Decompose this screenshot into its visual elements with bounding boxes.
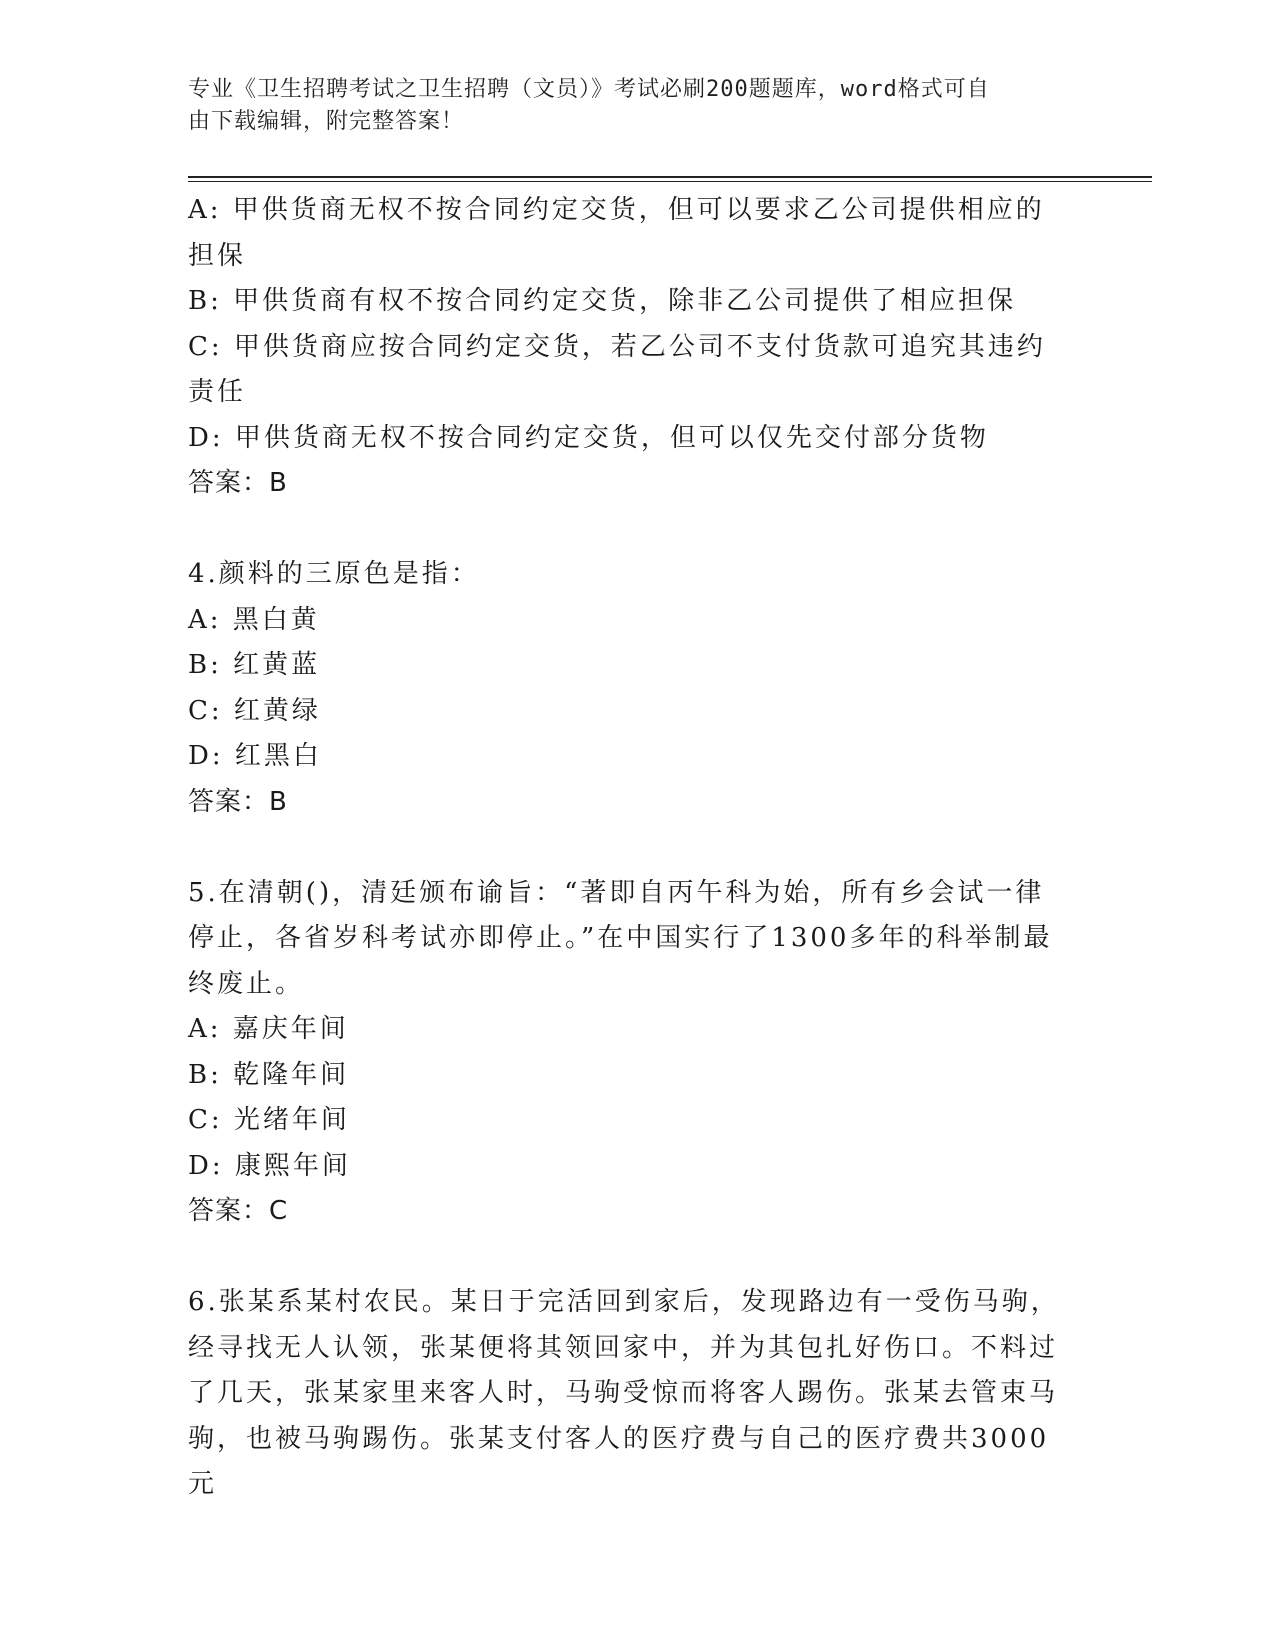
q4-question: 4.颜料的三原色是指：	[188, 559, 480, 589]
question-4-block	[188, 552, 1068, 825]
header-line-2: 由下载编辑，附完整答案！	[188, 109, 465, 134]
q5-option-d: D: 康熙年间	[188, 1150, 351, 1181]
q4-answer: 答案：B	[188, 786, 288, 817]
question-6-block	[188, 1280, 1068, 1508]
question-3-block	[188, 188, 1068, 507]
spacer	[188, 825, 1068, 871]
q3-answer: 答案：B	[188, 468, 288, 498]
q6-question: 6.张某系某村农民。某日于完活回到家后，发现路边有一受伤马驹，经寻找无人认领，张某便将其领回家中，并为其包扎好伤口。不料过了几天，张某家里来客人时，马驹受惊而将客人踢伤。张某去管束马驹，也被马驹踢伤。张某支付客人的医疗费与自己的医疗费共3000元	[188, 1287, 1060, 1499]
header-rule-thick	[188, 176, 1152, 178]
spacer	[188, 1235, 1068, 1281]
header-rule-thin	[188, 181, 1152, 182]
q3-option-d: D: 甲供货商无权不按合同约定交货，但可以仅先交付部分货物	[188, 422, 989, 453]
q5-question: 5.在清朝()，清廷颁布谕旨：“著即自丙午科为始，所有乡会试一律停止，各省岁科考试亦即停止。”在中国实行了1300多年的科举制最终废止。	[188, 877, 1053, 999]
document-header	[188, 74, 1068, 138]
q4-option-a: A: 黑白黄	[188, 604, 320, 635]
q5-option-a: A: 嘉庆年间	[188, 1014, 349, 1044]
q4-option-b: B: 红黄蓝	[188, 650, 321, 680]
document-body	[188, 188, 1068, 1508]
q4-option-c: C: 红黄绿	[188, 695, 321, 726]
question-5-block	[188, 871, 1068, 1235]
q5-option-c: C: 光绪年间	[188, 1105, 350, 1135]
q3-option-c: C: 甲供货商应按合同约定交货，若乙公司不支付货款可追究其违约责任	[188, 331, 1046, 407]
q3-option-a: A: 甲供货商无权不按合同约定交货，但可以要求乙公司提供相应的担保	[188, 195, 1045, 271]
q4-option-d: D: 红黑白	[188, 741, 322, 771]
q3-option-b: B: 甲供货商有权不按合同约定交货，除非乙公司提供了相应担保	[188, 286, 1017, 316]
q5-option-b: B: 乾隆年间	[188, 1059, 350, 1090]
q5-answer: 答案：C	[188, 1196, 289, 1226]
spacer	[188, 507, 1068, 553]
header-line-1: 专业《卫生招聘考试之卫生招聘（文员）》考试必刷200题题库，word格式可自	[188, 77, 990, 102]
